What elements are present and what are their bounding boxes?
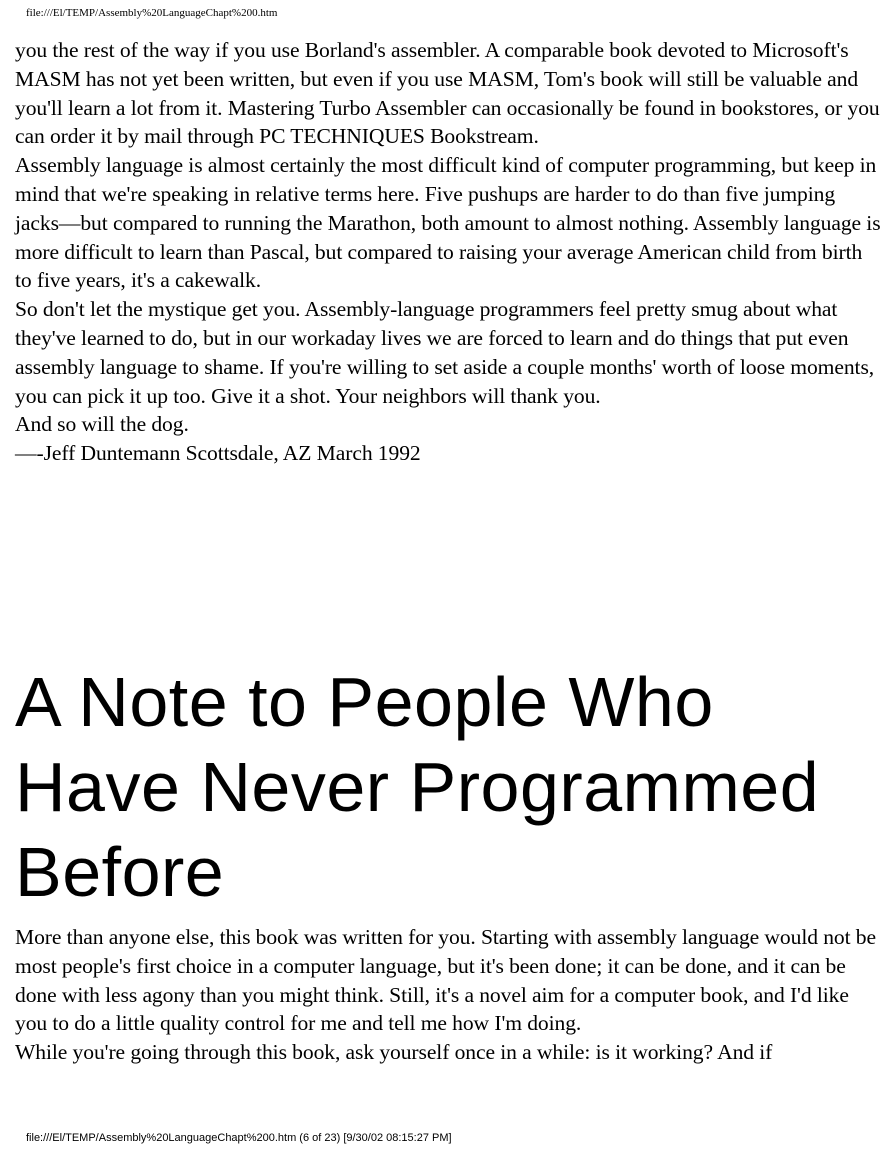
paragraph: While you're going through this book, ask yourself once in a while: is it working? And if bbox=[15, 1040, 773, 1065]
paragraph: Assembly language is almost certainly the most difficult kind of computer programming, but keep in mind that we're speaking in relative terms here. Five pushups are harder to do than five jumping jacks—but compared to running the Marathon, both amount to almost nothing. Assembly language is more difficult to learn than Pascal, but compared to raising your average American child from birth to five years, it's a cakewalk. bbox=[15, 153, 881, 293]
body-text-top bbox=[15, 36, 881, 468]
paragraph: And so will the dog. bbox=[15, 412, 189, 437]
page-footer: file:///El/TEMP/Assembly%20LanguageChapt%200.htm (6 of 23) [9/30/02 08:15:27 PM] bbox=[26, 1132, 452, 1144]
body-text-section bbox=[15, 923, 881, 1067]
signature-line: —-Jeff Duntemann Scottsdale, AZ March 1992 bbox=[15, 441, 421, 466]
section-heading: A Note to People Who Have Never Programmed Before bbox=[15, 663, 820, 911]
paragraph: you the rest of the way if you use Borland's assembler. A comparable book devoted to Microsoft's MASM has not yet been written, but even if you use MASM, Tom's book will still be valuable and you'll learn a lot from it. Mastering Turbo Assembler can occasionally be found in bookstores, or you can order it by mail through PC TECHNIQUES Bookstream. bbox=[15, 38, 880, 149]
paragraph: More than anyone else, this book was written for you. Starting with assembly language would not be most people's first choice in a computer language, but it's been done; it can be done, and it can be done with less agony than you might think. Still, it's a novel aim for a computer book, and I'd like you to do a little quality control for me and tell me how I'm doing. bbox=[15, 925, 876, 1036]
page-url-header: file:///El/TEMP/Assembly%20LanguageChapt%200.htm bbox=[26, 7, 278, 19]
paragraph: So don't let the mystique get you. Assembly-language programmers feel pretty smug about what they've learned to do, but in our workaday lives we are forced to learn and do things that put even assembly language to shame. If you're willing to set aside a couple months' worth of loose moments, you can pick it up too. Give it a shot. Your neighbors will thank you. bbox=[15, 297, 875, 408]
